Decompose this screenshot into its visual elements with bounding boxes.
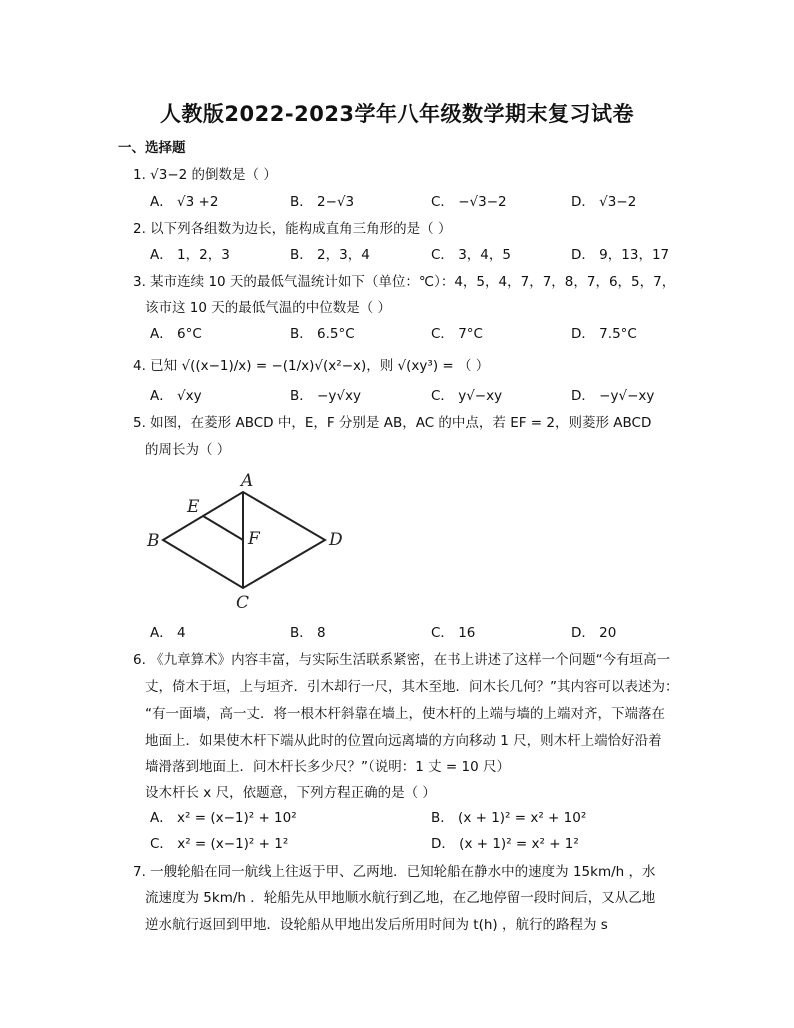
q3-option-b[interactable]: B． 6.5°C (290, 326, 355, 342)
q6-option-a[interactable]: A． x² = (x−1)² + 10² (150, 810, 297, 826)
q1-option-a[interactable]: A． √3 +2 (150, 194, 219, 210)
q1-option-b[interactable]: B． 2−√3 (290, 194, 355, 210)
q5-option-d[interactable]: D． 20 (571, 625, 617, 641)
q5-option-b[interactable]: B． 8 (290, 625, 326, 641)
q4-option-a[interactable]: A． √xy (150, 388, 202, 404)
question-6-stem-line3: “有一面墙，高一丈．将一根木杆斜靠在墙上，使木杆的上端与墙的上端对齐，下端落在 (145, 706, 665, 722)
question-6-stem-line2: 丈，倚木于垣，上与垣齐．引木却行一尺，其木至地．问木长几何？”其内容可以表述为： (145, 679, 679, 695)
question-2-stem: 2. 以下列各组数为边长，能构成直角三角形的是（ ） (133, 221, 452, 237)
page-title: 人教版2022-2023学年八年级数学期末复习试卷 (159, 102, 635, 126)
question-4-stem: 4. 已知 √((x−1)/x) = −(1/x)√(x²−x)，则 √(xy³) = （ ） (133, 358, 490, 374)
label-a: A (241, 471, 254, 491)
q4-option-d[interactable]: D． −y√−xy (571, 388, 655, 404)
q2-option-c[interactable]: C． 3，4，5 (431, 247, 511, 263)
question-3-stem-line1: 3. 某市连续 10 天的最低气温统计如下（单位：℃）：4，5，4，7，7，8，7，6，5，7， (133, 274, 676, 290)
q2-option-d[interactable]: D． 9，13，17 (571, 247, 670, 263)
label-e: E (187, 497, 200, 517)
question-5-stem-line1: 5. 如图，在菱形 ABCD 中，E，F 分别是 AB，AC 的中点，若 EF = 2，则菱形 ABCD (133, 415, 652, 431)
q4-option-c[interactable]: C． y√−xy (431, 388, 503, 404)
label-f: F (248, 529, 260, 549)
label-d: D (329, 530, 343, 550)
question-6-stem-line1: 6. 《九章算术》内容丰富，与实际生活联系紧密，在书上讲述了这样一个问题“今有垣高一 (133, 652, 671, 668)
question-5-stem-line2: 的周长为（ ） (145, 442, 231, 458)
question-6-stem-line5: 墙滑落到地面上．问木杆长多少尺？”（说明：1 丈 = 10 尺） (145, 759, 510, 775)
question-3-stem-line2: 该市这 10 天的最低气温的中位数是（ ） (145, 300, 392, 316)
q1-option-d[interactable]: D． √3−2 (571, 194, 637, 210)
question-7-stem-line1: 7. 一艘轮船在同一航线上往返于甲、乙两地．已知轮船在静水中的速度为 15km/h ，水 (133, 864, 656, 880)
segment-ef (203, 516, 243, 540)
q5-option-a[interactable]: A． 4 (150, 625, 186, 641)
rhombus-figure (145, 470, 350, 610)
label-b: B (147, 531, 160, 551)
q2-option-b[interactable]: B． 2，3，4 (290, 247, 370, 263)
question-7-stem-line3: 逆水航行返回到甲地．设轮船从甲地出发后所用时间为 t(h) ，航行的路程为 s (145, 917, 608, 933)
q6-option-c[interactable]: C． x² = (x−1)² + 1² (150, 836, 289, 852)
q2-option-a[interactable]: A． 1，2，3 (150, 247, 230, 263)
q3-option-a[interactable]: A． 6°C (150, 326, 202, 342)
question-6-stem-line6: 设木杆长 x 尺，依题意，下列方程正确的是（ ） (145, 785, 436, 801)
q6-option-d[interactable]: D． (x + 1)² = x² + 1² (431, 836, 579, 852)
q3-option-d[interactable]: D． 7.5°C (571, 326, 637, 342)
q4-option-b[interactable]: B． −y√xy (290, 388, 361, 404)
label-c: C (236, 593, 250, 610)
question-7-stem-line2: 流速度为 5km/h ．轮船先从甲地顺水航行到乙地，在乙地停留一段时间后，又从乙地 (145, 890, 656, 906)
question-6-stem-line4: 地面上．如果使木杆下端从此时的位置向远离墙的方向移动 1 尺，则木杆上端恰好沿着 (145, 733, 662, 749)
q3-option-c[interactable]: C． 7°C (431, 326, 483, 342)
question-1-stem: 1. √3−2 的倒数是（ ） (133, 167, 277, 183)
section-heading: 一、选择题 (118, 140, 186, 156)
q1-option-c[interactable]: C． −√3−2 (431, 194, 507, 210)
q5-option-c[interactable]: C． 16 (431, 625, 476, 641)
q6-option-b[interactable]: B． (x + 1)² = x² + 10² (431, 810, 587, 826)
